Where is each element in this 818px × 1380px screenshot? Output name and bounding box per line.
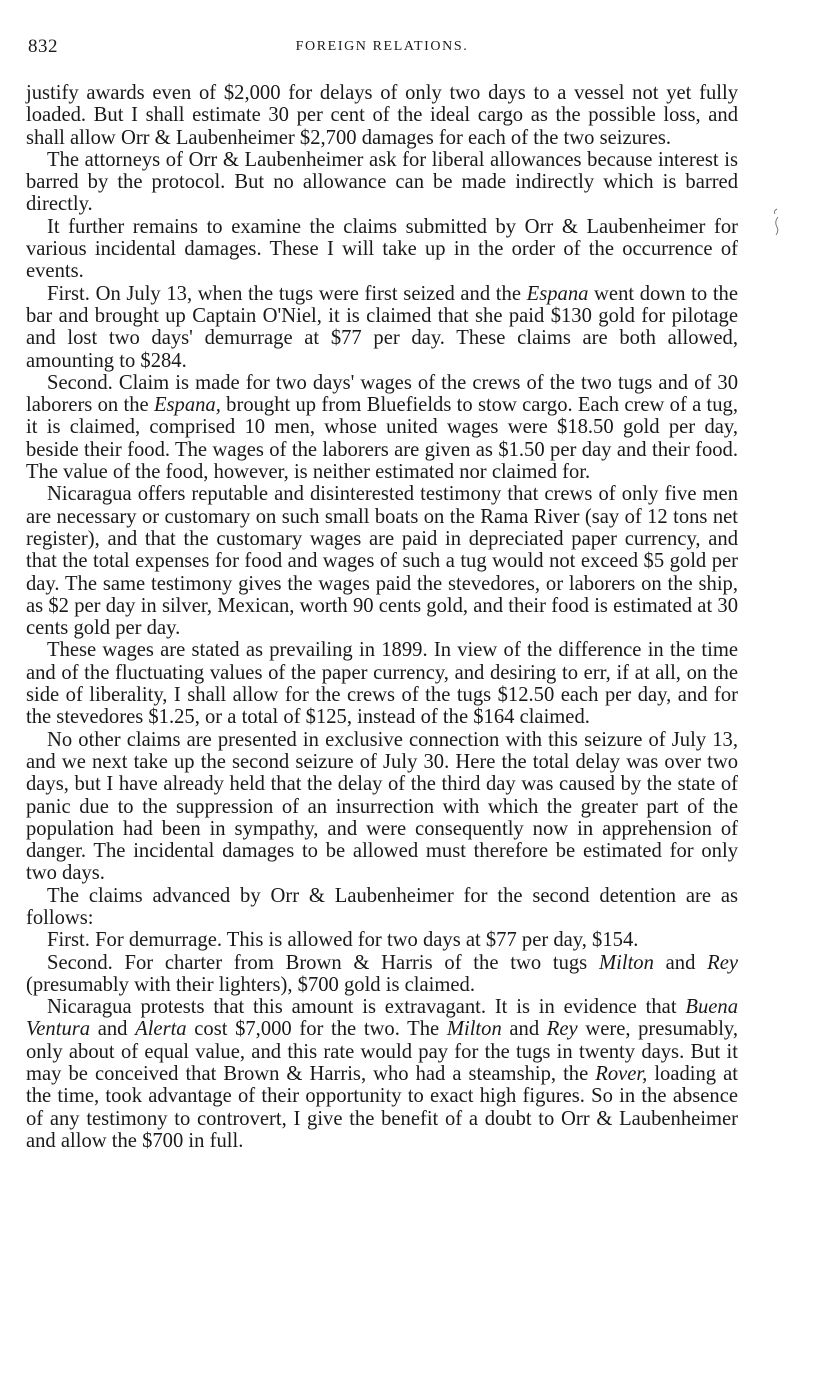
italic-text: Rey xyxy=(546,1018,578,1041)
text-segment: (presumably with their lighters), $700 gold is claimed. xyxy=(26,973,475,996)
text-segment: First. On July 13, when the tugs were first seized and the xyxy=(47,282,527,305)
italic-text: Alerta xyxy=(135,1018,187,1041)
text-segment: brought up from Bluefields to stow cargo. Each crew of a tug, it is claimed, comprised 10 men, whose united wages were $18.50 gold per day, beside their food. The wages of the laborers are given as $1.50 per day and their food. The value of the food, however, is neither estimated nor claimed for. xyxy=(26,394,738,484)
text-segment: These wages are stated as prevailing in 1899. In view of the difference in the time and of the fluctuating values of the paper currency, and desiring to err, if at all, on the side of liberality, I shall allow for the crews of the tugs $12.50 each per day, and for the stevedores $1.25, or a total of $125, instead of the $164 claimed. xyxy=(26,639,738,729)
text-segment: justify awards even of $2,000 for delays of only two days to a vessel not yet fully loaded. But I shall estimate 30 per cent of the ideal cargo as the possible loss, and shall allow Orr & Laubenheimer $2,700 damages for each of the two seizures. xyxy=(26,82,738,149)
text-segment: The attorneys of Orr & Laubenheimer ask for liberal allowances because interest is barred by the protocol. But no allowance can be made indirectly which is barred directly. xyxy=(26,148,738,216)
page-number: 832 xyxy=(28,36,58,57)
text-segment: and xyxy=(90,1018,136,1041)
margin-bracket-mark xyxy=(771,208,781,238)
text-segment: Second. Claim is made for two days' wages of the crews of the two tugs and of 30 laborers on the xyxy=(26,371,738,417)
text-segment: The claims advanced by Orr & Laubenheimer for the second detention are as follows: xyxy=(26,884,738,929)
paragraph xyxy=(26,483,738,639)
paragraph xyxy=(26,996,738,1152)
paragraph xyxy=(26,885,738,930)
paragraph xyxy=(26,283,738,372)
italic-text: Milton xyxy=(598,951,654,974)
italic-text: Espana, xyxy=(153,394,221,417)
italic-text: Buena Ventura xyxy=(26,996,738,1041)
text-segment: cost $7,000 for the two. The xyxy=(186,1018,447,1041)
text-segment: and xyxy=(653,951,708,974)
italic-text: Rover, xyxy=(595,1063,648,1086)
text-segment: loading at the time, took advantage of their opportunity to exact high figures. So in the absence of any testimony to controvert, I give the benefit of a doubt to Orr & Laubenheimer and allow the $700 in full. xyxy=(26,1063,738,1152)
page-header xyxy=(26,36,738,64)
italic-text: Milton xyxy=(446,1018,502,1041)
text-segment: went down to the bar and brought up Captain O'Niel, it is claimed that she paid $130 gold for pilotage and lost two days' demurrage at $77 per day. These claims are both allowed, amounting to $284. xyxy=(26,282,738,372)
italic-text: Espana xyxy=(526,282,589,305)
paragraph xyxy=(26,216,738,283)
body-text xyxy=(26,82,738,1152)
paragraph xyxy=(26,639,738,728)
text-segment: were, presumably, only about of equal value, and this rate would pay for the tugs in twenty days. But it may be conceived that Brown & Harris, who had a steamship, the xyxy=(26,1018,739,1086)
text-segment: Nicaragua offers reputable and disinterested testimony that crews of only five men are necessary or customary on such small boats on the Rama River (say of 12 tons net register), and that the customary wages are paid in depreciated paper currency, and that the total expenses for food and wages of such a tug would not exceed $5 gold per day. The same testimony gives the wages paid the stevedores, or laborers on the ship, as $2 per day in silver, Mexican, worth 90 cents gold, and their food is estimated at 30 cents gold per day. xyxy=(26,483,738,640)
paragraph xyxy=(26,729,738,885)
italic-text: Rey xyxy=(707,951,739,974)
text-segment: No other claims are presented in exclusive connection with this seizure of July 13, and we next take up the second seizure of July 30. Here the total delay was over two days, but I have already held that the delay of the third day was caused by the state of panic due to the suppression of an insurrection with which the greater part of the population had been in sympathy, and were consequently now in apprehension of danger. The incidental damages to be allowed must therefore be estimated for only two days. xyxy=(26,728,738,885)
text-segment: and xyxy=(501,1018,547,1041)
paragraph xyxy=(26,372,738,483)
paragraph xyxy=(26,82,738,149)
text-segment: Nicaragua protests that this amount is extravagant. It is in evidence that xyxy=(47,996,686,1019)
document-page xyxy=(26,36,738,1152)
text-segment: Second. For charter from Brown & Harris of the two tugs xyxy=(47,951,599,974)
paragraph xyxy=(26,149,738,216)
paragraph xyxy=(26,952,738,997)
text-segment: First. For demurrage. This is allowed for two days at $77 per day, $154. xyxy=(47,929,639,952)
paragraph xyxy=(26,929,738,951)
running-head: FOREIGN RELATIONS. xyxy=(295,39,469,54)
text-segment: It further remains to examine the claims submitted by Orr & Laubenheimer for various incidental damages. These I will take up in the order of the occurrence of events. xyxy=(26,215,738,283)
